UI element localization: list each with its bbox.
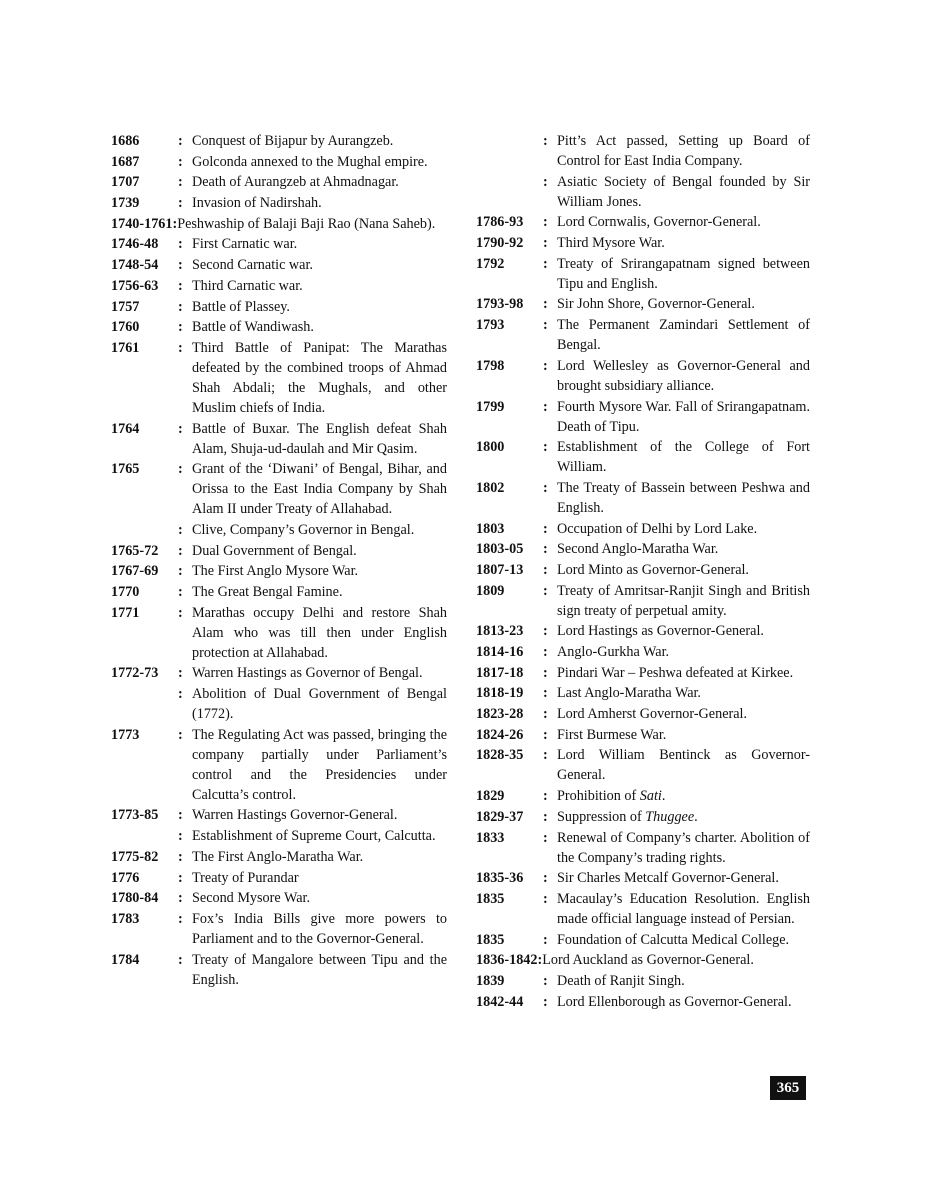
entry-year: 1771 (111, 604, 140, 621)
entry-year: 1814-16 (476, 644, 524, 660)
entry-separator: : (178, 277, 183, 294)
timeline-entry (111, 663, 447, 683)
entry-tail: . (661, 788, 666, 805)
entry-year: 1798 (476, 357, 505, 374)
entry-year: 1757 (111, 298, 140, 315)
entry-text: The Permanent Zamindari Settlement of Bengal. (557, 317, 810, 354)
timeline-entry (111, 459, 447, 519)
entry-text: First Burmese War. (557, 726, 667, 743)
timeline-entry (111, 950, 447, 990)
entry-description (192, 131, 447, 151)
timeline-entry (111, 826, 447, 846)
entry-description (192, 826, 447, 846)
entry-description (192, 725, 447, 805)
entry-text: Establishment of the College of Fort William. (557, 439, 810, 476)
entry-separator: : (543, 890, 548, 907)
entry-description (192, 603, 447, 663)
entry-separator: : (178, 686, 183, 703)
entry-year: 1807-13 (476, 561, 524, 578)
entry-description (192, 582, 447, 602)
entry-year: 1802 (476, 479, 505, 496)
entry-description (192, 868, 447, 888)
entry-separator: : (543, 357, 548, 374)
entry-separator: : (543, 972, 548, 989)
entry-year: 1799 (476, 398, 505, 415)
entry-description (192, 172, 447, 192)
entry-year: 1739 (111, 195, 140, 212)
right-column (476, 131, 810, 1012)
timeline-entry (476, 233, 810, 253)
entry-separator: : (178, 869, 183, 886)
entry-description (557, 786, 810, 806)
entry-text: Pitt’s Act passed, Setting up Board of Control for East India Company. (557, 133, 810, 169)
timeline-entry (476, 745, 810, 785)
entry-text: Battle of Plassey. (192, 298, 290, 315)
entry-text: Battle of Buxar. The English defeat Shah Alam, Shuja-ud-daulah and Mir Qasim. (192, 420, 447, 457)
timeline-entry (476, 725, 810, 745)
entry-text: Treaty of Amritsar-Ranjit Singh and British sign treaty of perpetual amity. (557, 582, 810, 619)
entry-separator: : (178, 153, 183, 170)
timeline-entry (111, 214, 447, 234)
entry-description (557, 663, 810, 683)
entry-separator: : (543, 541, 548, 558)
entry-separator: : (178, 584, 183, 600)
entry-separator: : (178, 521, 183, 538)
entry-separator: : (543, 808, 548, 825)
entry-text: Peshwaship of Balaji Baji Rao (Nana Saheb). (177, 215, 436, 232)
timeline-entry (476, 131, 810, 171)
entry-year: 1748-54 (111, 257, 159, 274)
entry-text: Establishment of Supreme Court, Calcutta. (192, 828, 436, 845)
entry-year: 1803-05 (476, 541, 524, 558)
timeline-entry (476, 683, 810, 703)
entry-separator: : (543, 829, 548, 846)
timeline-entry (476, 971, 810, 991)
entry-separator: : (178, 257, 183, 274)
entry-text: Grant of the ‘Diwani’ of Bengal, Bihar, and Orissa to the East India Company by Shah Alam II under Treaty of Allahabad. (192, 461, 447, 518)
entry-text: Warren Hastings Governor-General. (192, 807, 398, 824)
entry-year: 1836-1842: (476, 952, 543, 969)
entry-text: Lord Auckland as Governor-General. (542, 952, 754, 969)
entry-separator: : (178, 542, 183, 559)
entry-emphasis: Thuggee (645, 808, 695, 825)
entry-text: Golconda annexed to the Mughal empire. (192, 153, 428, 170)
entry-year: 1786-93 (476, 214, 524, 231)
page-number: 365 (770, 1076, 806, 1100)
entry-separator: : (178, 951, 183, 968)
entry-description (192, 276, 447, 296)
entry-separator: : (178, 195, 183, 212)
entry-separator: : (178, 174, 183, 191)
entry-description (557, 315, 810, 355)
entry-text: Third Battle of Panipat: The Marathas defeated by the combined troops of Ahmad Shah Abdali; the Mughals, and other Muslim chiefs of India. (192, 339, 447, 416)
entry-year: 1765-72 (111, 542, 159, 559)
entry-text: Occupation of Delhi by Lord Lake. (557, 520, 758, 537)
entry-year: 1793-98 (476, 296, 524, 313)
timeline-entry (476, 930, 810, 950)
timeline-entry (476, 294, 810, 314)
entry-year: 1775-82 (111, 848, 159, 865)
entry-description (557, 868, 810, 888)
entry-year: 1687 (111, 153, 140, 170)
timeline-entry (476, 478, 810, 518)
entry-text: Sir John Shore, Governor-General. (557, 296, 755, 313)
entry-text: Fourth Mysore War. Fall of Srirangapatnam. Death of Tipu. (557, 398, 810, 435)
entry-year: 1761 (111, 339, 140, 356)
entry-separator: : (543, 214, 548, 231)
entry-year: 1803 (476, 520, 505, 537)
entry-year: 1835-36 (476, 870, 524, 887)
entry-text: Second Anglo-Maratha War. (557, 541, 719, 558)
entry-text: The Regulating Act was passed, bringing the company partially under Parliament’s control and the Presidencies under Calcutta’s control. (192, 726, 447, 803)
entry-description (557, 356, 810, 396)
timeline-entry (476, 519, 810, 539)
entry-description (192, 152, 447, 172)
entry-year: 1800 (476, 439, 505, 456)
entry-separator: : (178, 890, 183, 907)
entry-description (557, 437, 810, 477)
entry-separator: : (178, 665, 183, 682)
entry-year: 1813-23 (476, 623, 524, 640)
timeline-entry (476, 704, 810, 724)
entry-description (557, 745, 810, 785)
entry-description (557, 683, 810, 703)
entry-description (557, 539, 810, 559)
entry-text: Pindari War – Peshwa defeated at Kirkee. (557, 664, 794, 681)
entry-description (192, 317, 447, 337)
entry-text: Treaty of Purandar (192, 869, 299, 886)
entry-text: Second Carnatic war. (192, 257, 313, 274)
entry-separator: : (543, 664, 548, 681)
timeline-entry (111, 276, 447, 296)
entry-description (557, 519, 810, 539)
entry-text: The Great Bengal Famine. (192, 584, 343, 600)
entry-description (192, 950, 447, 990)
entry-year: 1817-18 (476, 664, 524, 681)
entry-description (557, 642, 810, 662)
entry-year: 1824-26 (476, 726, 524, 743)
entry-description (542, 950, 810, 970)
timeline-entry (111, 317, 447, 337)
entry-separator: : (178, 848, 183, 865)
entry-description (177, 214, 447, 234)
entry-description (192, 459, 447, 519)
timeline-entry (476, 663, 810, 683)
entry-separator: : (543, 582, 548, 599)
entry-year: 1828-35 (476, 747, 524, 764)
entry-emphasis: Sati (639, 788, 662, 805)
entry-description (557, 478, 810, 518)
entry-year: 1833 (476, 829, 505, 846)
entry-separator: : (543, 255, 548, 272)
entry-text: Death of Aurangzeb at Ahmadnagar. (192, 174, 399, 191)
entry-text: Suppression of (557, 808, 646, 825)
timeline-entry (476, 539, 810, 559)
entry-year: 1756-63 (111, 277, 159, 294)
entry-text: Marathas occupy Delhi and restore Shah Alam who was till then under English protection at Allahabad. (192, 604, 447, 661)
entry-year: 1767-69 (111, 563, 159, 580)
entry-year: 1770 (111, 584, 140, 600)
timeline-entry (476, 828, 810, 868)
entry-description (192, 234, 447, 254)
entry-text: Treaty of Mangalore between Tipu and the English. (192, 951, 447, 988)
entry-text: Treaty of Srirangapatnam signed between Tipu and English. (557, 255, 810, 292)
entry-separator: : (543, 235, 548, 252)
entry-text: Last Anglo-Maratha War. (557, 685, 701, 702)
entry-text: Death of Ranjit Singh. (557, 972, 685, 989)
entry-text: Lord Amherst Governor-General. (557, 706, 747, 723)
entry-text: Foundation of Calcutta Medical College. (557, 931, 790, 948)
timeline-entry (111, 805, 447, 825)
entry-separator: : (543, 706, 548, 723)
entry-description (557, 254, 810, 294)
entry-year: 1783 (111, 910, 140, 927)
entry-text: Prohibition of (557, 788, 640, 805)
timeline-entry (111, 193, 447, 213)
entry-separator: : (543, 133, 548, 149)
entry-year: 1835 (476, 890, 505, 907)
timeline-entry (111, 582, 447, 602)
entry-year: 1686 (111, 133, 140, 149)
entry-description (557, 704, 810, 724)
entry-year: 1784 (111, 951, 140, 968)
entry-year: 1792 (476, 255, 505, 272)
entry-separator: : (178, 236, 183, 253)
entry-text: First Carnatic war. (192, 236, 298, 253)
left-column (111, 131, 447, 990)
entry-year: 1839 (476, 972, 505, 989)
entry-separator: : (543, 747, 548, 764)
entry-separator: : (543, 644, 548, 660)
timeline-entry (111, 541, 447, 561)
entry-separator: : (178, 133, 183, 149)
entry-description (557, 828, 810, 868)
entry-description (557, 930, 810, 950)
entry-description (192, 338, 447, 418)
entry-separator: : (178, 726, 183, 743)
entry-separator: : (543, 561, 548, 578)
entry-text: Anglo-Gurkha War. (557, 644, 670, 660)
entry-text: Fox’s India Bills give more powers to Parliament and to the Governor-General. (192, 910, 447, 947)
entry-year: 1790-92 (476, 235, 524, 252)
entry-year: 1842-44 (476, 993, 524, 1010)
timeline-entry (476, 642, 810, 662)
entry-text: Second Mysore War. (192, 890, 310, 907)
entry-year: 1823-28 (476, 706, 524, 723)
timeline-entry (476, 212, 810, 232)
entry-text: Lord William Bentinck as Governor-General. (557, 747, 810, 784)
entry-text: Sir Charles Metcalf Governor-General. (557, 870, 779, 887)
entry-year: 1793 (476, 317, 505, 334)
entry-year: 1773-85 (111, 807, 159, 824)
timeline-entry (111, 297, 447, 317)
entry-description (192, 909, 447, 949)
entry-description (192, 193, 447, 213)
timeline-entry (111, 561, 447, 581)
entry-description (557, 131, 810, 171)
entry-separator: : (543, 296, 548, 313)
entry-year: 1760 (111, 319, 140, 336)
timeline-entry (111, 520, 447, 540)
entry-separator: : (178, 461, 183, 478)
entry-text: Clive, Company’s Governor in Bengal. (192, 521, 415, 538)
timeline-entry (476, 786, 810, 806)
timeline-entry (476, 889, 810, 929)
entry-separator: : (543, 931, 548, 948)
entry-text: Lord Ellenborough as Governor-General. (557, 993, 792, 1010)
entry-text: Lord Cornwalis, Governor-General. (557, 214, 761, 231)
timeline-entry (476, 581, 810, 621)
entry-separator: : (543, 993, 548, 1010)
entry-description (557, 971, 810, 991)
timeline-entry (476, 992, 810, 1012)
entry-year: 1776 (111, 869, 140, 886)
timeline-entry (111, 338, 447, 418)
entry-description (192, 888, 447, 908)
entry-text: Abolition of Dual Government of Bengal (1772). (192, 686, 447, 723)
timeline-entry (111, 684, 447, 724)
entry-year: 1829 (476, 788, 505, 805)
entry-text: Macaulay’s Education Resolution. English made official language instead of Persian. (557, 890, 810, 927)
entry-separator: : (178, 828, 183, 845)
entry-description (557, 581, 810, 621)
entry-separator: : (543, 788, 548, 805)
timeline-entry (111, 603, 447, 663)
timeline-entry (476, 437, 810, 477)
entry-description (557, 294, 810, 314)
entry-description (557, 560, 810, 580)
entry-separator: : (178, 604, 183, 621)
entry-description (192, 663, 447, 683)
entry-text: Third Mysore War. (557, 235, 665, 252)
timeline-entry (476, 356, 810, 396)
timeline-entry (476, 560, 810, 580)
entry-year: 1829-37 (476, 808, 524, 825)
entry-separator: : (543, 398, 548, 415)
entry-description (192, 255, 447, 275)
timeline-entry (111, 234, 447, 254)
timeline-entry (476, 807, 810, 827)
entry-separator: : (543, 317, 548, 334)
entry-description (192, 561, 447, 581)
entry-description (557, 807, 810, 827)
entry-year: 1740-1761: (111, 215, 178, 232)
timeline-entry (476, 950, 810, 970)
entry-year: 1707 (111, 174, 140, 191)
entry-description (557, 621, 810, 641)
entry-description (557, 889, 810, 929)
entry-text: Asiatic Society of Bengal founded by Sir William Jones. (557, 173, 810, 210)
timeline-entry (111, 152, 447, 172)
entry-separator: : (178, 319, 183, 336)
entry-year: 1764 (111, 420, 140, 437)
entry-separator: : (178, 298, 183, 315)
entry-description (557, 233, 810, 253)
timeline-entry (111, 255, 447, 275)
entry-description (192, 684, 447, 724)
entry-description (557, 212, 810, 232)
entry-description (557, 725, 810, 745)
entry-description (192, 297, 447, 317)
entry-separator: : (543, 726, 548, 743)
entry-separator: : (178, 420, 183, 437)
entry-separator: : (543, 623, 548, 640)
entry-year: 1818-19 (476, 685, 524, 702)
timeline-entry (476, 397, 810, 437)
timeline-entry (476, 621, 810, 641)
entry-description (557, 397, 810, 437)
entry-separator: : (178, 563, 183, 580)
entry-text: Warren Hastings as Governor of Bengal. (192, 665, 423, 682)
entry-description (192, 419, 447, 459)
entry-text: Lord Hastings as Governor-General. (557, 623, 764, 640)
entry-separator: : (543, 870, 548, 887)
entry-text: Invasion of Nadirshah. (192, 195, 322, 212)
timeline-entry (111, 868, 447, 888)
entry-description (192, 847, 447, 867)
timeline-entry (111, 909, 447, 949)
entry-text: Third Carnatic war. (192, 277, 303, 294)
entry-description (192, 520, 447, 540)
timeline-entry (111, 847, 447, 867)
entry-year: 1746-48 (111, 236, 159, 253)
entry-text: The First Anglo-Maratha War. (192, 848, 364, 865)
entry-year: 1835 (476, 931, 505, 948)
entry-separator: : (543, 479, 548, 496)
entry-year: 1809 (476, 582, 505, 599)
entry-year: 1772-73 (111, 665, 159, 682)
timeline-entry (476, 315, 810, 355)
timeline-entry (476, 254, 810, 294)
entry-separator: : (543, 520, 548, 537)
entry-text: Renewal of Company’s charter. Abolition of the Company’s trading rights. (557, 829, 810, 866)
timeline-entry (476, 172, 810, 212)
entry-separator: : (543, 685, 548, 702)
entry-year: 1780-84 (111, 890, 159, 907)
entry-text: Lord Wellesley as Governor-General and brought subsidiary alliance. (557, 357, 810, 394)
entry-year: 1765 (111, 461, 140, 478)
entry-text: Dual Government of Bengal. (192, 542, 357, 559)
entry-year: 1773 (111, 726, 140, 743)
entry-description (557, 172, 810, 212)
entry-text: Battle of Wandiwash. (192, 319, 314, 336)
entry-separator: : (178, 339, 183, 356)
entry-tail: . (694, 808, 698, 825)
timeline-entry (111, 725, 447, 805)
entry-text: The First Anglo Mysore War. (192, 563, 359, 580)
entry-separator: : (543, 173, 548, 190)
entry-text: The Treaty of Bassein between Peshwa and English. (557, 479, 810, 516)
timeline-entry (111, 888, 447, 908)
timeline-entry (111, 131, 447, 151)
timeline-entry (111, 419, 447, 459)
entry-separator: : (543, 439, 548, 456)
entry-text: Conquest of Bijapur by Aurangzeb. (192, 133, 394, 149)
entry-description (557, 992, 810, 1012)
entry-description (192, 541, 447, 561)
entry-text: Lord Minto as Governor-General. (557, 561, 749, 578)
timeline-entry (111, 172, 447, 192)
entry-description (192, 805, 447, 825)
entry-separator: : (178, 807, 183, 824)
entry-separator: : (178, 910, 183, 927)
timeline-entry (476, 868, 810, 888)
